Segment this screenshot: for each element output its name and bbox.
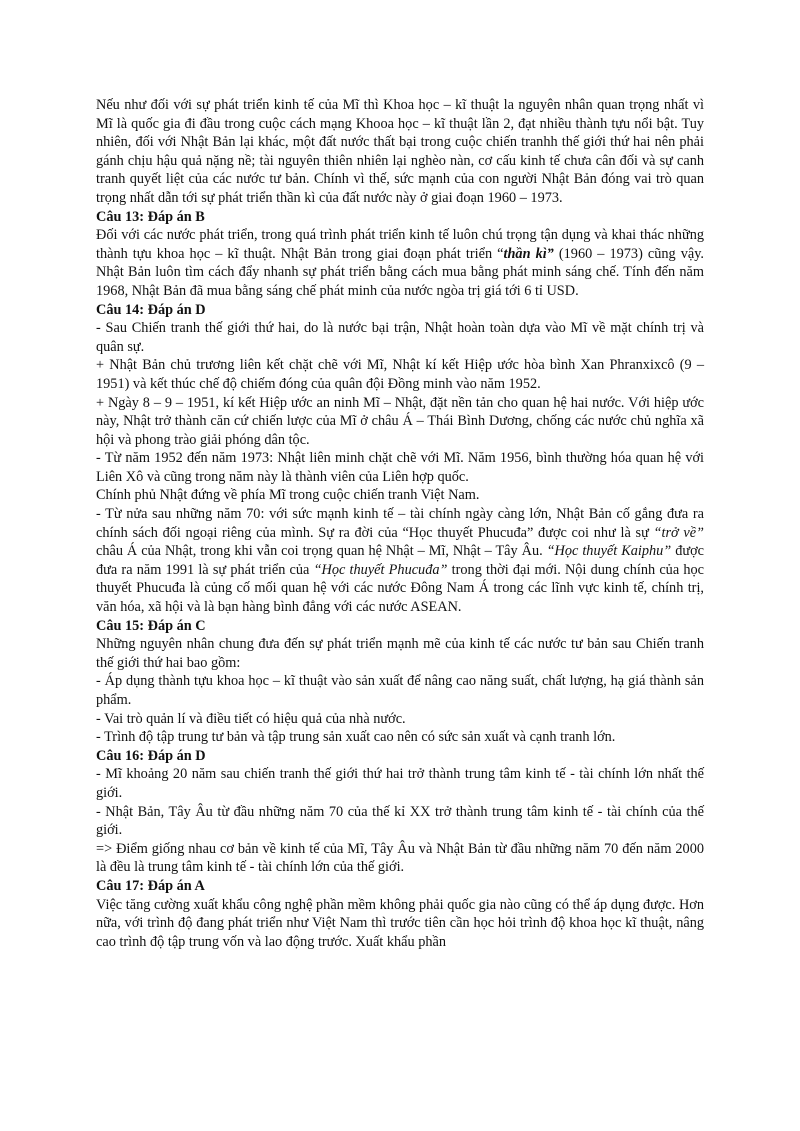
question-16-heading: Câu 16: Đáp án D	[96, 747, 206, 764]
answer-line: - Mĩ khoảng 20 năm sau chiến tranh thế giới thứ hai trở thành trung tâm kinh tế - tài chính lớn nhất thế giới.	[96, 766, 704, 801]
answer-line: - Trình độ tập trung tư bản và tập trung sản xuất cao nên có sức sản xuất và cạnh tranh lớn.	[96, 729, 616, 746]
document-page	[96, 96, 704, 951]
emphasis-text: thần kì”	[503, 245, 554, 262]
answer-line: - Áp dụng thành tựu khoa học – kĩ thuật vào sản xuất để nâng cao năng suất, chất lượng, hạ giá thành sản phẩm.	[96, 673, 704, 708]
intro-paragraph: Nếu như đối với sự phát triển kinh tế của Mĩ thì Khoa học – kĩ thuật la nguyên nhân quan trọng nhất vì Mĩ là quốc gia đi đầu trong cuộc cách mạng Khooa học – kĩ thuật lần 2, đạt nhiều thành tựu nổi bật. Tuy nhiên, đối với Nhật Bản lại khác, một đất nước thất bại trong cuộc chiến tranhh thế giới thứ hai nên phải gánh chịu hậu quả nặng nề; tài nguyên thiên nhiên lại nghèo nàn, cơ cấu kinh tế chưa cân đối và sự canh tranh quyết liệt của các nước tư bản. Chính vì thế, sức mạnh của con người Nhật Bản đóng vai trò quan trọng nhất dẫn tới sự phát triển thần kì của đất nước này ở giai đoạn 1960 – 1973.	[96, 97, 704, 206]
answer-text: Đối với các nước phát triển, trong quá trình phát triển kinh tế luôn chú trọng tận dụng và khai thác những thành tựu khoa học – kĩ thuật. Nhật Bản trong giai đoạn phát triển “	[96, 227, 704, 262]
emphasis-text: “Học thuyết Kaiphu”	[546, 543, 672, 560]
answer-line: - Vai trò quản lí và điều tiết có hiệu quả của nhà nước.	[96, 710, 406, 727]
emphasis-text: “trở về”	[653, 524, 704, 541]
emphasis-text: “Học thuyết Phucuđa”	[313, 561, 448, 578]
answer-line: + Ngày 8 – 9 – 1951, kí kết Hiệp ước an ninh Mĩ – Nhật, đặt nền tản cho quan hệ hai nước. Với hiệp ước này, Nhật trở thành căn cứ chiến lược của Mĩ ở châu Á – Thái Bình Dương, chống các nước chủ nghĩa xã hội và phong trào giải phóng dân tộc.	[96, 394, 704, 448]
question-15-heading: Câu 15: Đáp án C	[96, 617, 206, 634]
question-14-heading: Câu 14: Đáp án D	[96, 301, 206, 318]
answer-line: Việc tăng cường xuất khẩu công nghệ phần mềm không phải quốc gia nào cũng có thể áp dụng được. Hơn nữa, với trình độ đang phát triển như Việt Nam thì trước tiên cần học hỏi trình độ khoa học kĩ thuật, nâng cao trình độ tập trung vốn và lao động trước. Xuất khẩu phần	[96, 896, 704, 950]
answer-line: - Sau Chiến tranh thế giới thứ hai, do là nước bại trận, Nhật hoàn toàn dựa vào Mĩ về mặt chính trị và quân sự.	[96, 320, 704, 355]
answer-text: trong thời đại mới. Nội dung chính của học thuyết Phucuđa là củng cố mối quan hệ với các nước Đông Nam Á trong các lĩnh vực kinh tế, chính trị, văn hóa, xã hội và là bạn hàng bình đẳng với các nước ASEAN.	[96, 561, 705, 616]
answer-text: được đưa ra năm 1991 là sự phát triển của	[96, 543, 704, 578]
question-13-answer	[96, 226, 704, 300]
answer-line: - Từ năm 1952 đến năm 1973: Nhật liên minh chặt chẽ với Mĩ. Năm 1956, bình thường hóa quan hệ với Liên Xô và cũng trong năm này là thành viên của Liên hợp quốc.	[96, 450, 704, 485]
answer-line: Những nguyên nhân chung đưa đến sự phát triển mạnh mẽ của kinh tế các nước tư bản sau Chiến tranh thế giới thứ hai bao gồm:	[96, 636, 704, 671]
answer-line: - Nhật Bản, Tây Âu từ đầu những năm 70 của thế kỉ XX trở thành trung tâm kinh tế - tài chính của thế giới.	[96, 803, 704, 839]
answer-line: Chính phủ Nhật đứng về phía Mĩ trong cuộc chiến tranh Việt Nam.	[96, 487, 480, 504]
answer-text: - Từ nửa sau những năm 70: với sức mạnh kinh tế – tài chính ngày càng lớn, Nhật Bản cố gắng đưa ra chính sách đối ngoại riêng của mình. Sự ra đời của “Học thuyết Phucuđa” được coi như là sự	[96, 506, 704, 541]
answer-line	[96, 505, 704, 617]
question-17-heading: Câu 17: Đáp án A	[96, 877, 205, 894]
question-13-heading: Câu 13: Đáp án B	[96, 208, 205, 225]
answer-text: (1960 – 1973) cũng vậy. Nhật Bản luôn tìm cách đẩy nhanh sự phát triển bằng cách mua bằng phát minh sáng chế. Tính đến năm 1968, Nhật Bản đã mua bằng sáng chế phát minh của nước ngòa trị giá tới 6 tỉ USD.	[96, 245, 704, 299]
answer-text: châu Á của Nhật, trong khi vẫn coi trọng quan hệ Nhật – Mĩ, Nhật – Tây Âu.	[96, 543, 547, 560]
answer-line: => Điểm giống nhau cơ bản về kinh tế của Mĩ, Tây Âu và Nhật Bản từ đầu những năm 70 đến năm 2000 là đều là trung tâm kinh tế - tài chính lớn của thế giới.	[96, 840, 704, 876]
answer-line: + Nhật Bản chủ trương liên kết chặt chẽ với Mĩ, Nhật kí kết Hiệp ước hòa bình Xan Phranxixcô (9 – 1951) và kết thúc chế độ chiếm đóng của quân đội Đồng minh vào năm 1952.	[96, 357, 704, 392]
